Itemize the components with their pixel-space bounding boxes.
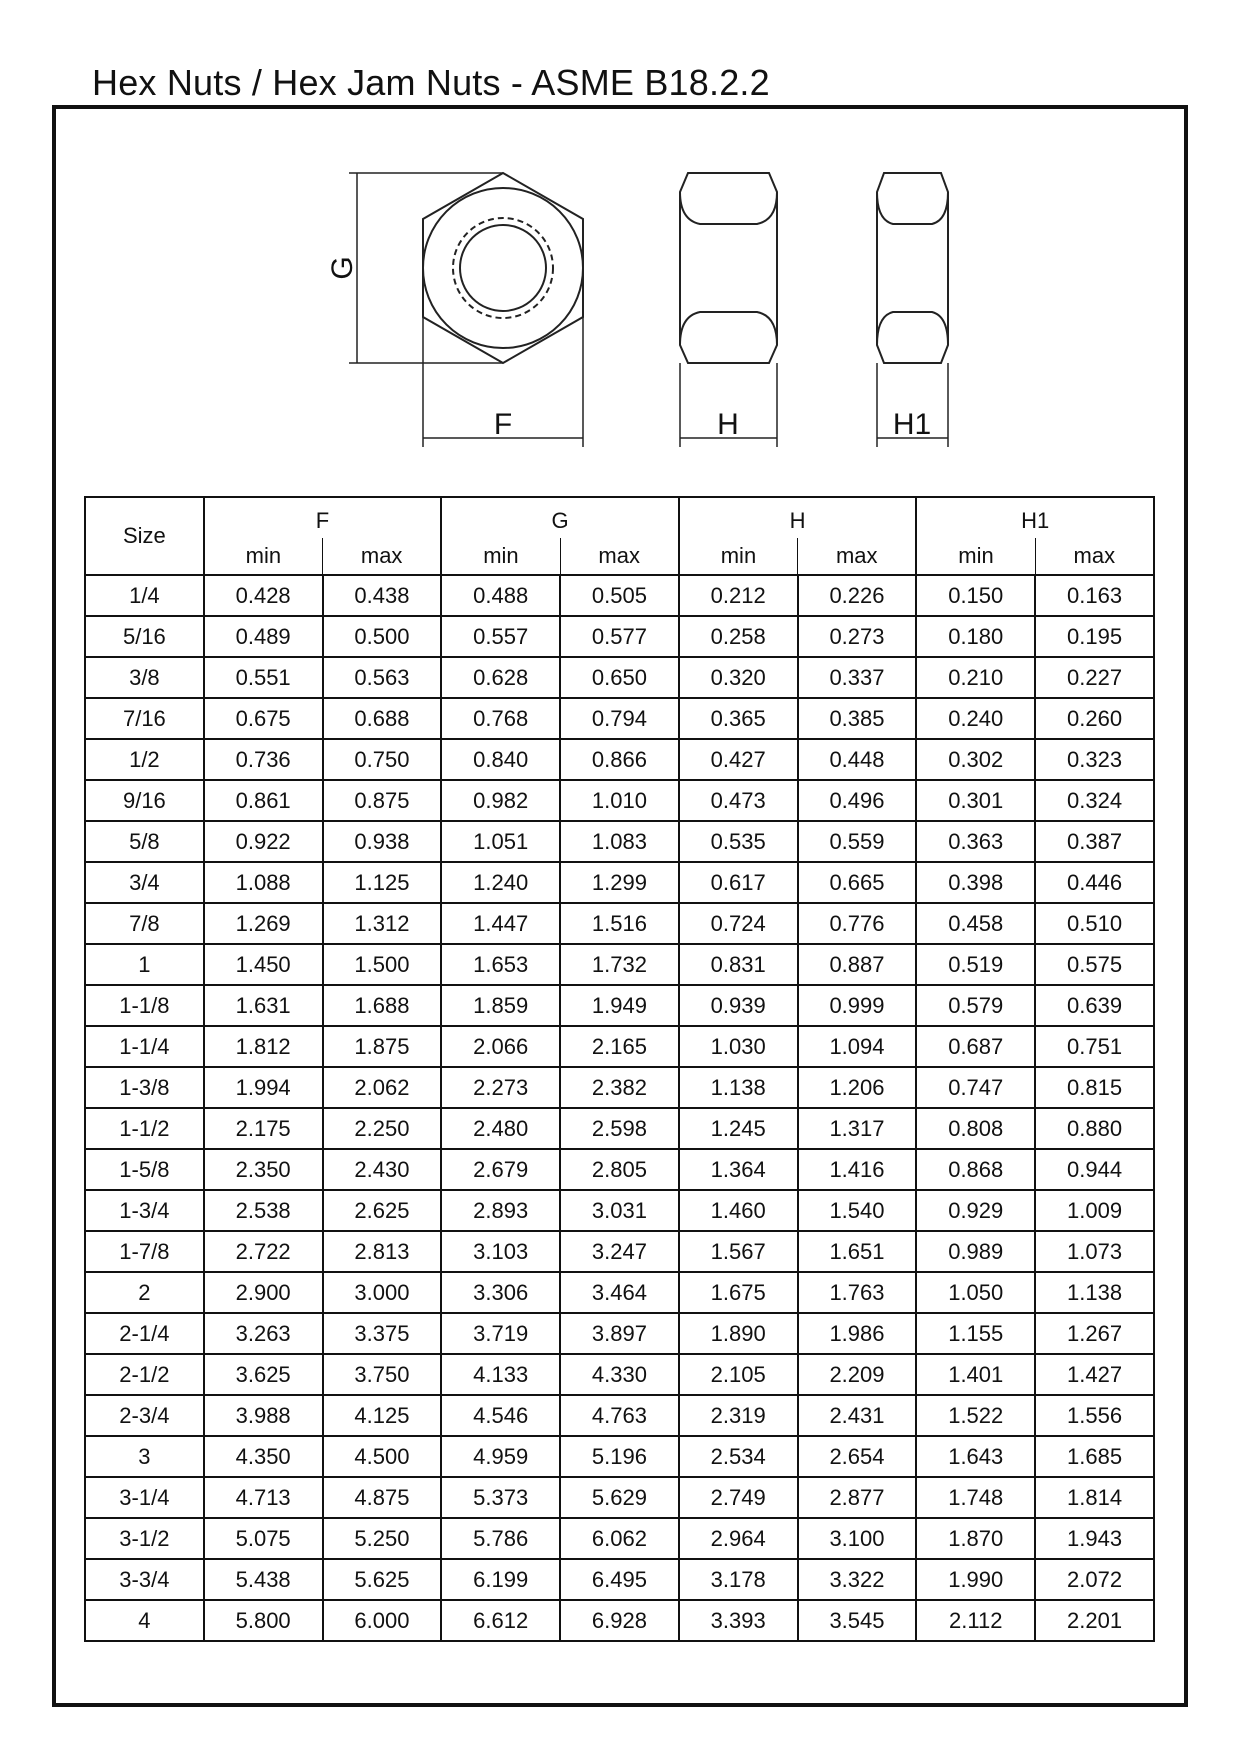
cell-h-min: 2.105 <box>679 1354 798 1395</box>
cell-g-min: 4.959 <box>441 1436 560 1477</box>
cell-h-max: 3.322 <box>798 1559 917 1600</box>
cell-f-min: 0.861 <box>204 780 323 821</box>
cell-g-min: 3.103 <box>441 1231 560 1272</box>
table-row <box>85 1354 1154 1395</box>
cell-f-min: 5.800 <box>204 1600 323 1641</box>
cell-g-min: 6.199 <box>441 1559 560 1600</box>
cell-h1-max: 1.556 <box>1035 1395 1154 1436</box>
cell-h-max: 0.559 <box>798 821 917 862</box>
hex-nut-side-view <box>680 173 777 447</box>
cell-f-min: 0.428 <box>204 575 323 616</box>
table-row <box>85 1600 1154 1641</box>
table-row <box>85 780 1154 821</box>
table-row <box>85 1108 1154 1149</box>
cell-f-min: 5.075 <box>204 1518 323 1559</box>
cell-f-min: 4.350 <box>204 1436 323 1477</box>
sub-header-max: max <box>323 538 442 575</box>
cell-h1-max: 0.446 <box>1035 862 1154 903</box>
table-row <box>85 1149 1154 1190</box>
cell-h1-max: 1.267 <box>1035 1313 1154 1354</box>
cell-h-min: 0.617 <box>679 862 798 903</box>
cell-g-min: 0.840 <box>441 739 560 780</box>
cell-f-max: 0.875 <box>323 780 442 821</box>
cell-f-min: 2.900 <box>204 1272 323 1313</box>
sub-header-max: max <box>1035 538 1154 575</box>
cell-h1-max: 2.201 <box>1035 1600 1154 1641</box>
cell-f-max: 2.062 <box>323 1067 442 1108</box>
cell-h-max: 1.094 <box>798 1026 917 1067</box>
cell-g-max: 0.577 <box>560 616 679 657</box>
cell-g-max: 6.062 <box>560 1518 679 1559</box>
cell-h1-min: 1.870 <box>916 1518 1035 1559</box>
sub-header-min: min <box>204 538 323 575</box>
cell-h-max: 1.540 <box>798 1190 917 1231</box>
cell-size: 3/4 <box>85 862 204 903</box>
table-row <box>85 862 1154 903</box>
table-row <box>85 944 1154 985</box>
cell-g-max: 1.083 <box>560 821 679 862</box>
cell-size: 1/2 <box>85 739 204 780</box>
cell-h-max: 0.337 <box>798 657 917 698</box>
cell-f-min: 3.988 <box>204 1395 323 1436</box>
cell-h1-min: 0.240 <box>916 698 1035 739</box>
cell-g-min: 1.240 <box>441 862 560 903</box>
cell-size: 1-1/8 <box>85 985 204 1026</box>
cell-h1-min: 0.301 <box>916 780 1035 821</box>
group-header-g: G <box>441 497 679 538</box>
cell-h1-max: 0.387 <box>1035 821 1154 862</box>
cell-g-min: 5.373 <box>441 1477 560 1518</box>
cell-g-max: 1.010 <box>560 780 679 821</box>
table-row <box>85 1436 1154 1477</box>
cell-size: 2-1/2 <box>85 1354 204 1395</box>
cell-g-max: 4.330 <box>560 1354 679 1395</box>
cell-f-max: 0.938 <box>323 821 442 862</box>
cell-g-min: 1.447 <box>441 903 560 944</box>
cell-h1-min: 1.748 <box>916 1477 1035 1518</box>
cell-g-max: 6.928 <box>560 1600 679 1641</box>
cell-h-max: 2.209 <box>798 1354 917 1395</box>
cell-h1-min: 0.519 <box>916 944 1035 985</box>
cell-h-max: 1.416 <box>798 1149 917 1190</box>
cell-g-max: 5.629 <box>560 1477 679 1518</box>
cell-h1-max: 0.751 <box>1035 1026 1154 1067</box>
cell-g-max: 3.464 <box>560 1272 679 1313</box>
cell-h1-max: 0.815 <box>1035 1067 1154 1108</box>
cell-f-min: 0.922 <box>204 821 323 862</box>
cell-h1-min: 0.579 <box>916 985 1035 1026</box>
cell-f-max: 4.500 <box>323 1436 442 1477</box>
cell-h1-min: 0.210 <box>916 657 1035 698</box>
cell-h1-min: 0.363 <box>916 821 1035 862</box>
hex-nut-top-view <box>349 173 583 447</box>
dimension-label-h1: H1 <box>892 408 932 441</box>
cell-g-max: 2.805 <box>560 1149 679 1190</box>
table-row <box>85 616 1154 657</box>
sub-header-max: max <box>798 538 917 575</box>
cell-h1-max: 1.009 <box>1035 1190 1154 1231</box>
dimension-label-f: F <box>493 408 513 441</box>
cell-size: 3-1/2 <box>85 1518 204 1559</box>
cell-h-min: 0.320 <box>679 657 798 698</box>
table-row <box>85 1272 1154 1313</box>
cell-h1-min: 0.868 <box>916 1149 1035 1190</box>
cell-size: 3-3/4 <box>85 1559 204 1600</box>
table-row <box>85 985 1154 1026</box>
cell-h-max: 2.654 <box>798 1436 917 1477</box>
cell-f-max: 0.438 <box>323 575 442 616</box>
cell-h1-max: 0.323 <box>1035 739 1154 780</box>
cell-f-min: 1.631 <box>204 985 323 1026</box>
cell-g-min: 0.488 <box>441 575 560 616</box>
table-row <box>85 657 1154 698</box>
cell-f-max: 5.625 <box>323 1559 442 1600</box>
cell-h1-max: 0.260 <box>1035 698 1154 739</box>
cell-h-max: 0.887 <box>798 944 917 985</box>
cell-h-min: 2.749 <box>679 1477 798 1518</box>
cell-h1-max: 0.324 <box>1035 780 1154 821</box>
table-row <box>85 1026 1154 1067</box>
cell-h1-max: 1.943 <box>1035 1518 1154 1559</box>
table-row <box>85 1313 1154 1354</box>
cell-f-min: 1.450 <box>204 944 323 985</box>
cell-f-min: 2.538 <box>204 1190 323 1231</box>
cell-f-max: 3.375 <box>323 1313 442 1354</box>
cell-g-max: 4.763 <box>560 1395 679 1436</box>
cell-h-min: 0.365 <box>679 698 798 739</box>
cell-h1-min: 0.808 <box>916 1108 1035 1149</box>
cell-f-max: 5.250 <box>323 1518 442 1559</box>
cell-g-min: 0.628 <box>441 657 560 698</box>
cell-size: 2-3/4 <box>85 1395 204 1436</box>
cell-g-max: 3.247 <box>560 1231 679 1272</box>
cell-g-min: 5.786 <box>441 1518 560 1559</box>
cell-h-min: 0.473 <box>679 780 798 821</box>
cell-h1-min: 0.989 <box>916 1231 1035 1272</box>
table-row <box>85 1518 1154 1559</box>
cell-h1-max: 0.639 <box>1035 985 1154 1026</box>
cell-h-min: 1.890 <box>679 1313 798 1354</box>
cell-g-min: 0.982 <box>441 780 560 821</box>
cell-size: 1-3/8 <box>85 1067 204 1108</box>
cell-f-max: 2.625 <box>323 1190 442 1231</box>
cell-f-min: 4.713 <box>204 1477 323 1518</box>
cell-h1-min: 0.150 <box>916 575 1035 616</box>
cell-h1-max: 1.073 <box>1035 1231 1154 1272</box>
cell-h-min: 0.831 <box>679 944 798 985</box>
sub-header-min: min <box>441 538 560 575</box>
cell-g-max: 3.897 <box>560 1313 679 1354</box>
table-row <box>85 821 1154 862</box>
size-header: Size <box>85 497 204 575</box>
cell-h1-max: 1.427 <box>1035 1354 1154 1395</box>
cell-h-max: 1.317 <box>798 1108 917 1149</box>
cell-g-max: 2.598 <box>560 1108 679 1149</box>
cell-f-min: 0.551 <box>204 657 323 698</box>
cell-g-max: 5.196 <box>560 1436 679 1477</box>
cell-g-min: 2.480 <box>441 1108 560 1149</box>
cell-h-min: 2.534 <box>679 1436 798 1477</box>
cell-h1-min: 0.929 <box>916 1190 1035 1231</box>
cell-h-max: 0.385 <box>798 698 917 739</box>
cell-h-max: 0.665 <box>798 862 917 903</box>
cell-f-max: 6.000 <box>323 1600 442 1641</box>
table-row <box>85 903 1154 944</box>
cell-f-min: 3.263 <box>204 1313 323 1354</box>
cell-f-max: 2.813 <box>323 1231 442 1272</box>
cell-size: 1-1/2 <box>85 1108 204 1149</box>
cell-g-min: 2.893 <box>441 1190 560 1231</box>
cell-f-min: 0.675 <box>204 698 323 739</box>
cell-g-min: 4.133 <box>441 1354 560 1395</box>
cell-h-max: 1.651 <box>798 1231 917 1272</box>
dimension-label-h: H <box>717 408 739 441</box>
cell-h1-max: 0.510 <box>1035 903 1154 944</box>
table-row <box>85 739 1154 780</box>
hex-jam-nut-side-view <box>877 173 948 447</box>
cell-h1-max: 1.138 <box>1035 1272 1154 1313</box>
cell-h-min: 1.138 <box>679 1067 798 1108</box>
cell-g-min: 0.557 <box>441 616 560 657</box>
cell-h-min: 1.245 <box>679 1108 798 1149</box>
cell-h-min: 2.319 <box>679 1395 798 1436</box>
cell-g-max: 0.505 <box>560 575 679 616</box>
cell-size: 2-1/4 <box>85 1313 204 1354</box>
cell-f-max: 2.430 <box>323 1149 442 1190</box>
cell-h-max: 3.100 <box>798 1518 917 1559</box>
cell-g-max: 2.382 <box>560 1067 679 1108</box>
cell-h1-min: 1.155 <box>916 1313 1035 1354</box>
table-row <box>85 1190 1154 1231</box>
cell-g-max: 3.031 <box>560 1190 679 1231</box>
dimensions-table <box>84 496 1155 1642</box>
cell-h1-min: 0.687 <box>916 1026 1035 1067</box>
cell-size: 5/8 <box>85 821 204 862</box>
cell-g-min: 2.273 <box>441 1067 560 1108</box>
cell-g-min: 1.859 <box>441 985 560 1026</box>
cell-h1-min: 1.401 <box>916 1354 1035 1395</box>
cell-h-min: 1.030 <box>679 1026 798 1067</box>
cell-f-min: 5.438 <box>204 1559 323 1600</box>
cell-h-min: 1.675 <box>679 1272 798 1313</box>
hex-nut-drawing <box>0 0 1241 480</box>
cell-h-max: 1.206 <box>798 1067 917 1108</box>
cell-g-min: 6.612 <box>441 1600 560 1641</box>
cell-g-max: 0.866 <box>560 739 679 780</box>
cell-g-max: 6.495 <box>560 1559 679 1600</box>
cell-f-min: 2.722 <box>204 1231 323 1272</box>
cell-size: 1-3/4 <box>85 1190 204 1231</box>
cell-g-min: 3.719 <box>441 1313 560 1354</box>
cell-size: 1 <box>85 944 204 985</box>
cell-f-max: 4.875 <box>323 1477 442 1518</box>
cell-h1-max: 1.814 <box>1035 1477 1154 1518</box>
cell-h1-min: 1.643 <box>916 1436 1035 1477</box>
cell-f-max: 3.750 <box>323 1354 442 1395</box>
cell-h1-max: 0.163 <box>1035 575 1154 616</box>
cell-h1-max: 2.072 <box>1035 1559 1154 1600</box>
cell-size: 7/16 <box>85 698 204 739</box>
cell-h1-min: 0.180 <box>916 616 1035 657</box>
cell-g-min: 2.066 <box>441 1026 560 1067</box>
cell-h1-max: 0.944 <box>1035 1149 1154 1190</box>
cell-f-max: 0.500 <box>323 616 442 657</box>
cell-size: 1-7/8 <box>85 1231 204 1272</box>
cell-h1-min: 0.302 <box>916 739 1035 780</box>
cell-h1-max: 0.195 <box>1035 616 1154 657</box>
cell-size: 4 <box>85 1600 204 1641</box>
cell-f-max: 1.875 <box>323 1026 442 1067</box>
cell-g-max: 2.165 <box>560 1026 679 1067</box>
cell-h1-min: 1.522 <box>916 1395 1035 1436</box>
cell-h-min: 0.427 <box>679 739 798 780</box>
cell-size: 1-5/8 <box>85 1149 204 1190</box>
cell-f-min: 2.175 <box>204 1108 323 1149</box>
sub-header-min: min <box>679 538 798 575</box>
cell-size: 5/16 <box>85 616 204 657</box>
cell-size: 2 <box>85 1272 204 1313</box>
cell-g-min: 3.306 <box>441 1272 560 1313</box>
cell-h-max: 0.496 <box>798 780 917 821</box>
cell-g-min: 1.653 <box>441 944 560 985</box>
cell-h1-min: 1.050 <box>916 1272 1035 1313</box>
cell-f-max: 1.688 <box>323 985 442 1026</box>
cell-h-min: 3.393 <box>679 1600 798 1641</box>
cell-h-min: 1.567 <box>679 1231 798 1272</box>
cell-f-min: 3.625 <box>204 1354 323 1395</box>
cell-h-max: 0.999 <box>798 985 917 1026</box>
table-row <box>85 575 1154 616</box>
cell-h1-max: 0.227 <box>1035 657 1154 698</box>
cell-h-max: 0.448 <box>798 739 917 780</box>
table-row <box>85 1231 1154 1272</box>
cell-f-max: 3.000 <box>323 1272 442 1313</box>
cell-f-min: 2.350 <box>204 1149 323 1190</box>
cell-h-max: 2.877 <box>798 1477 917 1518</box>
cell-f-max: 1.312 <box>323 903 442 944</box>
cell-h-max: 0.776 <box>798 903 917 944</box>
cell-h-min: 3.178 <box>679 1559 798 1600</box>
table-row <box>85 698 1154 739</box>
group-header-f: F <box>204 497 442 538</box>
cell-f-max: 1.500 <box>323 944 442 985</box>
cell-h-min: 0.258 <box>679 616 798 657</box>
cell-g-max: 1.516 <box>560 903 679 944</box>
cell-g-min: 0.768 <box>441 698 560 739</box>
cell-h-min: 0.724 <box>679 903 798 944</box>
cell-h-max: 3.545 <box>798 1600 917 1641</box>
cell-h1-max: 0.575 <box>1035 944 1154 985</box>
table-row <box>85 1477 1154 1518</box>
cell-g-min: 4.546 <box>441 1395 560 1436</box>
table-body <box>85 575 1154 1641</box>
cell-f-min: 1.088 <box>204 862 323 903</box>
cell-f-max: 0.750 <box>323 739 442 780</box>
cell-f-min: 1.994 <box>204 1067 323 1108</box>
cell-h1-min: 0.747 <box>916 1067 1035 1108</box>
cell-h1-max: 1.685 <box>1035 1436 1154 1477</box>
table-row <box>85 1559 1154 1600</box>
cell-g-max: 1.732 <box>560 944 679 985</box>
cell-h1-min: 2.112 <box>916 1600 1035 1641</box>
table-row <box>85 1395 1154 1436</box>
cell-h-max: 0.226 <box>798 575 917 616</box>
cell-f-min: 0.489 <box>204 616 323 657</box>
cell-h1-min: 1.990 <box>916 1559 1035 1600</box>
cell-h1-min: 0.458 <box>916 903 1035 944</box>
cell-h-min: 0.535 <box>679 821 798 862</box>
cell-h-max: 1.986 <box>798 1313 917 1354</box>
group-header-h1: H1 <box>916 497 1154 538</box>
cell-h-max: 1.763 <box>798 1272 917 1313</box>
cell-size: 3-1/4 <box>85 1477 204 1518</box>
cell-f-min: 0.736 <box>204 739 323 780</box>
cell-f-min: 1.269 <box>204 903 323 944</box>
group-header-h: H <box>679 497 917 538</box>
dimension-label-g: G <box>326 256 359 280</box>
cell-g-min: 2.679 <box>441 1149 560 1190</box>
cell-f-max: 1.125 <box>323 862 442 903</box>
page-title: Hex Nuts / Hex Jam Nuts - ASME B18.2.2 <box>92 62 770 103</box>
cell-f-min: 1.812 <box>204 1026 323 1067</box>
cell-size: 1/4 <box>85 575 204 616</box>
cell-f-max: 0.688 <box>323 698 442 739</box>
sub-header-max: max <box>560 538 679 575</box>
cell-h-max: 2.431 <box>798 1395 917 1436</box>
cell-h-min: 0.212 <box>679 575 798 616</box>
cell-size: 7/8 <box>85 903 204 944</box>
cell-size: 3 <box>85 1436 204 1477</box>
cell-h-min: 1.364 <box>679 1149 798 1190</box>
cell-f-max: 2.250 <box>323 1108 442 1149</box>
cell-size: 9/16 <box>85 780 204 821</box>
cell-g-max: 1.949 <box>560 985 679 1026</box>
table-row <box>85 1067 1154 1108</box>
cell-g-min: 1.051 <box>441 821 560 862</box>
cell-size: 1-1/4 <box>85 1026 204 1067</box>
cell-g-max: 1.299 <box>560 862 679 903</box>
cell-h-min: 0.939 <box>679 985 798 1026</box>
cell-h1-max: 0.880 <box>1035 1108 1154 1149</box>
cell-f-max: 4.125 <box>323 1395 442 1436</box>
cell-f-max: 0.563 <box>323 657 442 698</box>
cell-h1-min: 0.398 <box>916 862 1035 903</box>
cell-h-min: 1.460 <box>679 1190 798 1231</box>
sub-header-min: min <box>916 538 1035 575</box>
cell-size: 3/8 <box>85 657 204 698</box>
cell-g-max: 0.794 <box>560 698 679 739</box>
cell-h-max: 0.273 <box>798 616 917 657</box>
cell-h-min: 2.964 <box>679 1518 798 1559</box>
cell-g-max: 0.650 <box>560 657 679 698</box>
